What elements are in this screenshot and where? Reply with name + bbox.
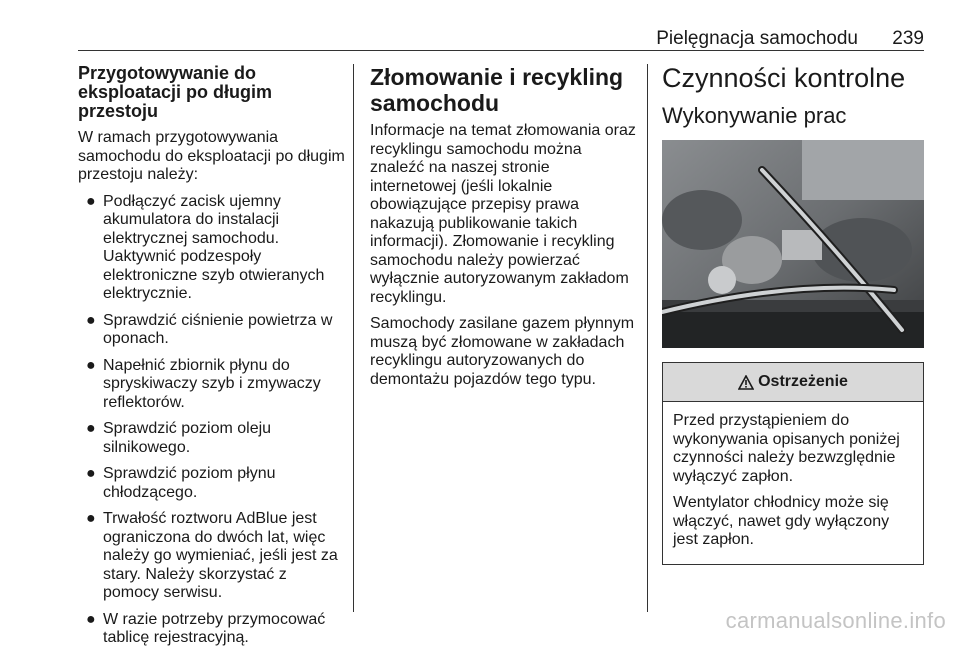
warning-paragraph: Wentylator chłodnicy może się włączyć, nawet gdy wyłączony jest zapłon. — [673, 494, 890, 548]
list-item: ● Sprawdzić poziom oleju silnikowego. — [86, 420, 272, 456]
warning-body — [663, 402, 923, 564]
column-right — [662, 62, 924, 565]
column-left — [78, 64, 346, 656]
chapter-heading: Czynności kontrolne — [662, 63, 906, 93]
section-title: Pielęgnacja samochodu — [656, 28, 858, 49]
list-item-text: Sprawdzić poziom płynu chłodzącego. — [103, 465, 276, 501]
list-item-text: Sprawdzić ciśnienie powietrza w oponach. — [103, 311, 333, 347]
page-number: 239 — [892, 28, 924, 49]
warning-title: Ostrzeżenie — [758, 373, 848, 390]
column-middle — [370, 64, 640, 397]
column-divider — [353, 64, 354, 612]
list-item-text: Trwałość roztworu AdBlue jest ograniczona do dwóch lat, więc należy go wymieniać, jeśli jest za stary. Należy skorzystać z pomocy serwisu. — [103, 510, 338, 601]
warning-triangle-icon — [738, 375, 754, 390]
column-divider — [647, 64, 648, 612]
list-item: ● Sprawdzić poziom płynu chłodzącego. — [86, 465, 276, 501]
checklist — [78, 193, 346, 648]
subheading: Wykonywanie prac — [662, 103, 847, 128]
engine-bay-photo — [662, 140, 924, 348]
warning-paragraph: Przed przystąpieniem do wykonywania opisanych poniżej czynności należy bezwzględnie wyłączyć zapłon. — [673, 412, 900, 485]
paragraph: Samochody zasilane gazem płynnym muszą być złomowane w zakładach recyklingu autoryzowanych do demontażu pojazdów tego typu. — [370, 315, 635, 388]
watermark: carmanualsonline.info — [725, 608, 946, 633]
list-item-text: Sprawdzić poziom oleju silnikowego. — [103, 420, 272, 456]
list-item: ● Napełnić zbiornik płynu do spryskiwaczy szyb i zmywaczy reflektorów. — [86, 356, 321, 411]
list-item-text: W razie potrzeby przymocować tablicę rejestracyjną. — [103, 610, 326, 646]
list-item: ● Podłączyć zacisk ujemny akumulatora do instalacji elektrycznej samochodu. Uaktywnić podzespoły elektroniczne szyb otwieranych elektrycznie. — [86, 192, 325, 302]
list-item: ● W razie potrzeby przymocować tablicę rejestracyjną. — [86, 610, 326, 646]
list-item: ● Trwałość roztworu AdBlue jest ograniczona do dwóch lat, więc należy go wymieniać, jeśli jest za stary. Należy skorzystać z pomocy serwisu. — [86, 510, 338, 601]
list-item: ● Sprawdzić ciśnienie powietrza w oponach. — [86, 311, 333, 347]
page-header — [78, 28, 924, 51]
list-item-text: Podłączyć zacisk ujemny akumulatora do instalacji elektrycznej samochodu. Uaktywnić podzespoły elektroniczne szyb otwieranych elektrycznie. — [103, 192, 325, 302]
section-heading: Przygotowywanie do eksploatacji po długim przestoju — [78, 63, 273, 121]
section-heading: Złomowanie i recykling samochodu — [370, 64, 624, 116]
list-item-text: Napełnić zbiornik płynu do spryskiwaczy szyb i zmywaczy reflektorów. — [103, 356, 321, 411]
warning-header — [663, 363, 923, 402]
warning-box — [662, 362, 924, 565]
intro-paragraph: W ramach przygotowywania samochodu do eksploatacji po długim przestoju należy: — [78, 129, 345, 183]
paragraph: Informacje na temat złomowania oraz recyklingu samochodu można znaleźć na naszej stronie internetowej (jeśli lokalnie obowiązujące przepisy prawa nakazują publikowanie takich informacji). Złomowanie i recykling samochodu należy powierzać wyłącznie autoryzowanym zakładom recyklingu. — [370, 122, 636, 306]
